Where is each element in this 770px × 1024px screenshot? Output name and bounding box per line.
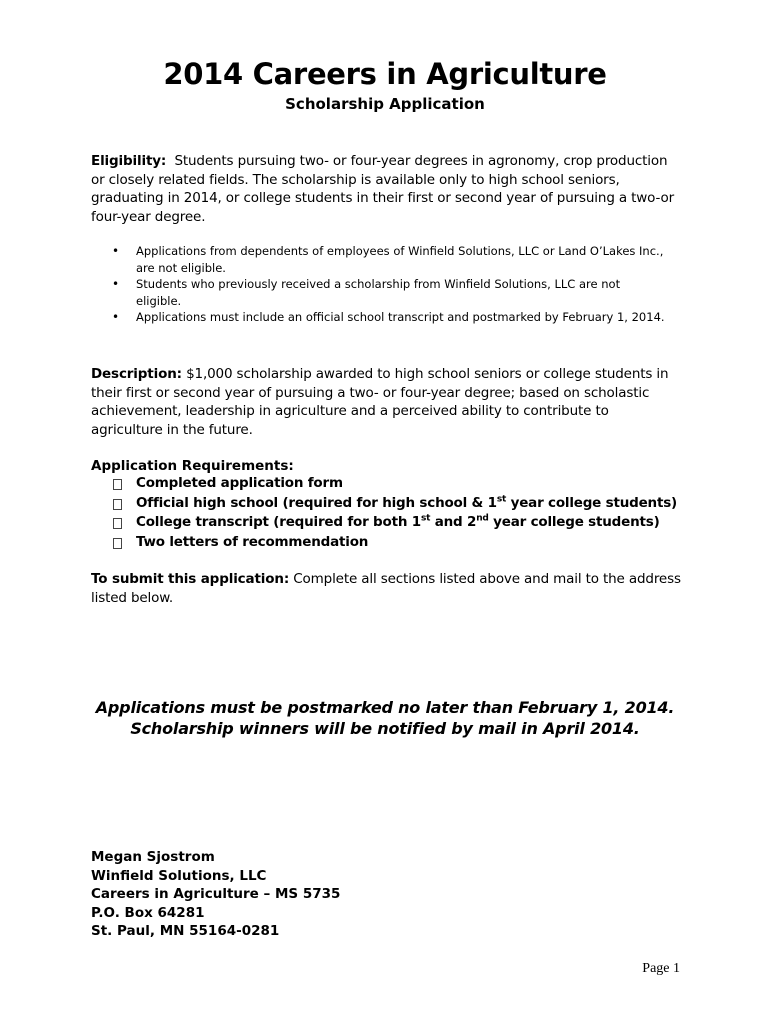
requirements-heading: Application Requirements: <box>91 458 294 474</box>
requirement-text: and 2 <box>430 514 477 530</box>
submit-paragraph <box>91 570 681 607</box>
checkbox-icon <box>113 538 122 549</box>
requirement-text: College transcript (required for both 1 <box>136 514 421 530</box>
page-number: Page 1 <box>642 961 680 976</box>
requirements-list <box>112 474 712 552</box>
bullet-icon: • <box>112 277 120 291</box>
description-paragraph <box>91 365 681 439</box>
description-label: Description: <box>91 366 182 382</box>
address-city: St. Paul, MN 55164-0281 <box>91 923 280 939</box>
description-text: $1,000 scholarship awarded to high school seniors or college students in their first or second year of pursuing a two- or four-year degree; based on scholastic achievement, leadership in agriculture and a perceived ability to contribute to agriculture in the future. <box>91 366 669 438</box>
list-item <box>112 513 712 533</box>
list-item <box>108 309 668 326</box>
mailing-address <box>91 848 340 941</box>
eligibility-text: Students pursuing two- or four-year degrees in agronomy, crop production or closely related fields. The scholarship is available only to high school seniors, graduating in 2014, or college students in their first or second year of pursuing a two-or four-year degree. <box>91 153 675 225</box>
bullet-text: Applications must include an official school transcript and postmarked by February 1, 2014. <box>136 310 665 324</box>
checkbox-icon <box>113 479 122 490</box>
bullet-text: Students who previously received a scholarship from Winfield Solutions, LLC are not eligible. <box>136 277 621 308</box>
requirement-text: year college students) <box>488 514 660 530</box>
checkbox-icon <box>113 518 122 529</box>
document-subtitle: Scholarship Application <box>285 95 485 113</box>
requirement-text: Official high school (required for high school & 1 <box>136 494 497 511</box>
list-item <box>112 533 712 553</box>
deadline-line: Applications must be postmarked no later than February 1, 2014. <box>95 698 675 717</box>
document-title: 2014 Careers in Agriculture <box>163 57 607 91</box>
list-item <box>112 494 712 514</box>
checkbox-icon <box>113 499 122 510</box>
list-item <box>108 276 668 309</box>
address-department: Careers in Agriculture – MS 5735 <box>91 886 341 902</box>
submit-text: Complete all sections listed above and mail to the address listed below. <box>91 571 681 606</box>
ordinal-suffix: st <box>420 513 431 524</box>
list-item <box>108 243 668 276</box>
ordinal-suffix: st <box>496 494 507 504</box>
eligibility-bullet-list <box>108 243 668 326</box>
address-name: Megan Sjostrom <box>91 849 215 865</box>
eligibility-paragraph <box>91 152 681 226</box>
eligibility-label: Eligibility: <box>91 153 167 169</box>
submit-label: To submit this application: <box>91 571 290 587</box>
requirement-text: year college students) <box>506 494 678 511</box>
deadline-notice <box>0 697 770 739</box>
bullet-icon: • <box>112 310 120 324</box>
bullet-text: Applications from dependents of employees of Winfield Solutions, LLC or Land O’Lakes Inc., are not eligible. <box>136 244 664 275</box>
requirement-text: Completed application form <box>136 475 343 491</box>
address-company: Winfield Solutions, LLC <box>91 867 267 884</box>
ordinal-suffix: nd <box>476 513 489 524</box>
requirement-text: Two letters of recommendation <box>136 533 369 550</box>
bullet-icon: • <box>112 244 120 258</box>
address-po-box: P.O. Box 64281 <box>91 904 205 921</box>
notification-line: Scholarship winners will be notified by mail in April 2014. <box>130 719 640 738</box>
list-item <box>112 474 712 494</box>
